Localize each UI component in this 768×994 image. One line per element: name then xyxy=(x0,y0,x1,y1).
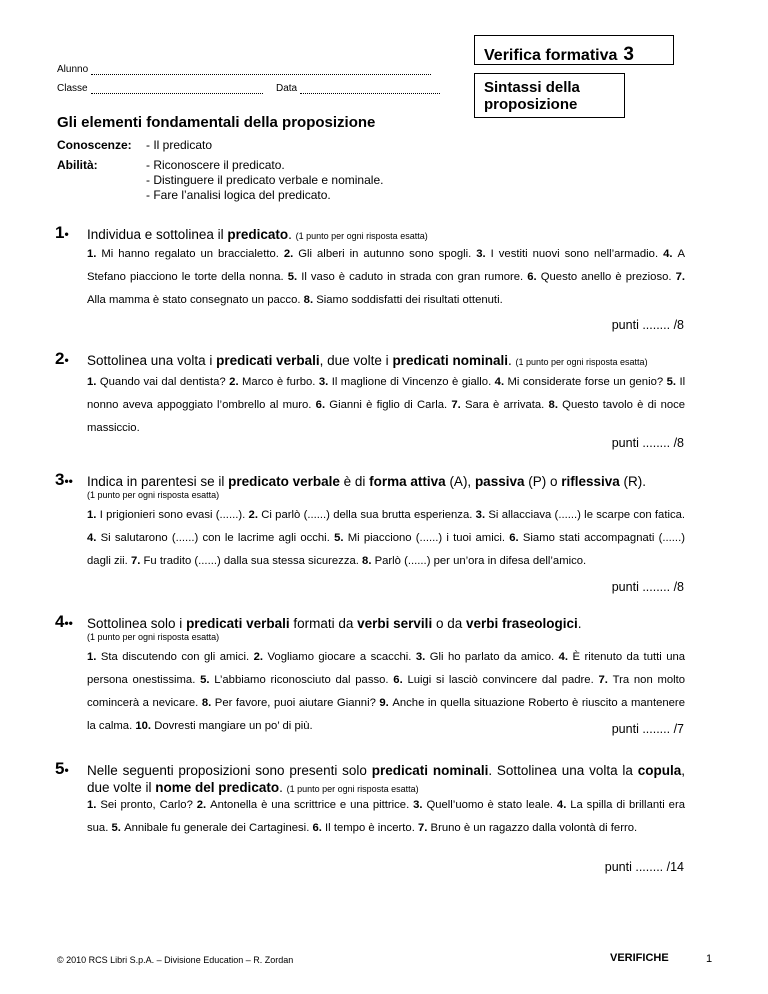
item-text: Parlò (......) per un’ora in difesa dell’amico. xyxy=(374,555,587,567)
item-text: Siamo stati accompagnati (......) dagli zii. xyxy=(87,532,685,567)
page-number: 1 xyxy=(706,953,713,965)
item-number: 6. xyxy=(509,532,523,544)
item-number: 2. xyxy=(283,248,299,260)
item-text: Gli ho parlato da amico. xyxy=(429,651,555,663)
data-line[interactable] xyxy=(300,84,440,94)
exercise-4-items xyxy=(87,646,685,738)
item-number: 2. xyxy=(253,651,268,663)
item-number: 4. xyxy=(556,799,571,811)
item-text: Per favore, puoi aiutare Gianni? xyxy=(214,697,376,709)
item-number: 3. xyxy=(413,799,427,811)
item-text: Marco è furbo. xyxy=(242,376,316,388)
item-number: 6. xyxy=(393,674,408,686)
item-number: 3. xyxy=(415,651,430,663)
data-field[interactable] xyxy=(276,83,440,94)
item-number: 9. xyxy=(379,697,393,709)
abilita-value: - Riconoscere il predicato. - Distinguere il predicato verbale e nominale. - Fare l’analisi logica del predicato. xyxy=(146,158,384,202)
exercise-3-number: 3•• xyxy=(55,470,73,489)
alunno-line[interactable] xyxy=(91,65,431,75)
item-number: 8. xyxy=(362,555,375,567)
item-number: 1. xyxy=(87,799,101,811)
exercise-3-note: (1 punto per ogni risposta esatta) xyxy=(87,490,220,500)
item-text: Gli alberi in autunno sono spogli. xyxy=(298,248,472,260)
exercise-2-items xyxy=(87,371,685,440)
item-text: Sei pronto, Carlo? xyxy=(100,799,193,811)
exercise-1-items xyxy=(87,243,685,312)
verifica-box xyxy=(474,35,674,65)
item-text: Annibale fu generale dei Cartaginesi. xyxy=(124,822,310,834)
item-number: 3. xyxy=(318,376,332,388)
item-number: 4. xyxy=(494,376,508,388)
item-text: Questo anello è prezioso. xyxy=(540,271,672,283)
item-number: 7. xyxy=(417,822,431,834)
exercise-5-score: punti ........ /14 xyxy=(604,860,684,874)
alunno-label: Alunno xyxy=(57,64,89,75)
exercise-1-score: punti ........ /8 xyxy=(611,318,684,332)
conoscenze-value: - Il predicato xyxy=(146,138,213,152)
item-text: Il nonno aveva appoggiato l’ombrello al muro. xyxy=(87,376,686,411)
verifica-label: Verifica formativa xyxy=(484,47,618,64)
item-text: Il tempo è incerto. xyxy=(325,822,415,834)
item-number: 5. xyxy=(111,822,125,834)
exercise-1-instruction: Individua e sottolinea il predicato. (1 punto per ogni risposta esatta) xyxy=(87,227,428,242)
item-number: 6. xyxy=(312,822,326,834)
item-text: Vogliamo giocare a scacchi. xyxy=(267,651,412,663)
item-number: 2. xyxy=(229,376,243,388)
exercise-2-instruction: Sottolinea una volta i predicati verbali, due volte i predicati nominali. (1 punto per ogni risposta esatta) xyxy=(87,353,648,368)
item-text: I vestiti nuovi sono nell’armadio. xyxy=(490,248,659,260)
exercise-3-instruction: Indica in parentesi se il predicato verbale è di forma attiva (A), passiva (P) o riflessiva (R). xyxy=(87,474,647,489)
item-text: Si allacciava (......) le scarpe con fatica. xyxy=(488,509,686,521)
topic-box xyxy=(474,73,625,118)
item-number: 10. xyxy=(135,720,155,732)
alunno-field[interactable] xyxy=(57,64,431,75)
item-number: 1. xyxy=(87,248,102,260)
item-text: L’abbiamo riconosciuto dal passo. xyxy=(214,674,389,686)
conoscenze-row xyxy=(57,138,557,153)
exercise-2-number: 2• xyxy=(55,349,69,368)
item-number: 1. xyxy=(87,376,100,388)
classe-line[interactable] xyxy=(91,84,263,94)
item-text: Sta discutendo con gli amici. xyxy=(100,651,250,663)
page-title: Gli elementi fondamentali della proposizione xyxy=(57,114,376,131)
item-text: Quando vai dal dentista? xyxy=(99,376,226,388)
item-number: 7. xyxy=(598,674,613,686)
item-number: 1. xyxy=(87,509,100,521)
item-number: 4. xyxy=(558,651,573,663)
item-text: Bruno è un ragazzo dalla volontà di ferro. xyxy=(430,822,638,834)
exercise-4-note: (1 punto per ogni risposta esatta) xyxy=(87,632,220,642)
item-number: 1. xyxy=(87,651,101,663)
exercise-2-score: punti ........ /8 xyxy=(611,436,684,450)
abilita-row xyxy=(57,158,557,203)
item-text: Siamo soddisfatti dei risultati ottenuti. xyxy=(316,294,503,306)
footer-section: VERIFICHE xyxy=(610,952,669,964)
exercise-5-instruction: Nelle seguenti proposizioni sono presenti solo predicati nominali. Sottolinea una volta la copula, due volte il nome del predicato. (1 punto per ogni risposta esatta) xyxy=(87,763,685,795)
item-number: 6. xyxy=(315,399,330,411)
item-number: 5. xyxy=(334,532,348,544)
item-text: A Stefano piacciono le torte della nonna. xyxy=(87,248,685,283)
item-text: Luigi si lasciò convincere dal padre. xyxy=(407,674,594,686)
item-number: 4. xyxy=(87,532,101,544)
verifica-number: 3 xyxy=(623,44,634,65)
item-number: 2. xyxy=(196,799,211,811)
item-number: 8. xyxy=(303,294,317,306)
exercise-4-score: punti ........ /7 xyxy=(611,722,684,736)
exercise-3-score: punti ........ /8 xyxy=(611,580,684,594)
item-text: Questo tavolo è di noce massiccio. xyxy=(87,399,686,434)
abilita-label: Abilità: xyxy=(57,158,98,172)
exercise-3-items xyxy=(87,504,685,573)
exercise-5-items xyxy=(87,794,685,840)
data-label: Data xyxy=(276,83,298,94)
item-number: 5. xyxy=(287,271,302,283)
item-number: 5. xyxy=(666,376,680,388)
exercise-5-number: 5• xyxy=(55,759,69,778)
exercise-1-number: 1• xyxy=(55,223,69,242)
item-text: Mi considerate forse un genio? xyxy=(507,376,664,388)
conoscenze-label: Conoscenze: xyxy=(57,138,132,152)
classe-label: Classe xyxy=(57,83,88,94)
item-text: Sara è arrivata. xyxy=(464,399,545,411)
item-text: Mi hanno regalato un braccialetto. xyxy=(101,248,279,260)
exercise-4-number: 4•• xyxy=(55,612,73,631)
item-number: 7. xyxy=(130,555,144,567)
item-number: 8. xyxy=(548,399,563,411)
item-text: Il maglione di Vincenzo è giallo. xyxy=(331,376,492,388)
classe-field[interactable] xyxy=(57,83,263,94)
item-number: 2. xyxy=(248,509,262,521)
item-number: 5. xyxy=(200,674,215,686)
item-text: Antonella è una scrittrice e una pittrice. xyxy=(210,799,410,811)
item-number: 3. xyxy=(476,248,491,260)
item-text: È ritenuto da tutti una persona onestissima. xyxy=(87,651,686,686)
item-text: Ci parlò (......) della sua brutta esperienza. xyxy=(261,509,473,521)
item-text: La spilla di brillanti era sua. xyxy=(87,799,686,834)
item-text: Tra non molto comincerà a nevicare. xyxy=(87,674,686,709)
topic-label: Sintassi della proposizione xyxy=(484,79,580,113)
item-number: 7. xyxy=(451,399,465,411)
footer-copyright: © 2010 RCS Libri S.p.A. – Divisione Education – R. Zordan xyxy=(57,955,294,965)
item-text: Mi piacciono (......) i tuoi amici. xyxy=(347,532,506,544)
item-text: Quell’uomo è stato leale. xyxy=(426,799,554,811)
item-text: Dovresti mangiare un po’ di più. xyxy=(154,720,313,732)
item-number: 8. xyxy=(201,697,215,709)
item-text: Alla mamma è stato consegnato un pacco. xyxy=(87,294,301,306)
item-number: 7. xyxy=(675,271,686,283)
item-text: Il vaso è caduto in strada con gran rumore. xyxy=(301,271,524,283)
item-number: 3. xyxy=(475,509,489,521)
item-text: I prigionieri sono evasi (......). xyxy=(99,509,246,521)
item-number: 6. xyxy=(527,271,541,283)
item-text: Gianni è figlio di Carla. xyxy=(329,399,448,411)
item-text: Fu tradito (......) dalla sua stessa sicurezza. xyxy=(143,555,359,567)
exercise-4-instruction: Sottolinea solo i predicati verbali formati da verbi servili o da verbi fraseologici. xyxy=(87,616,582,631)
item-number: 4. xyxy=(663,248,678,260)
item-text: Anche in quella situazione Roberto è riuscito a mantenere la calma. xyxy=(87,697,685,732)
item-text: Si salutarono (......) con le lacrime agli occhi. xyxy=(100,532,330,544)
